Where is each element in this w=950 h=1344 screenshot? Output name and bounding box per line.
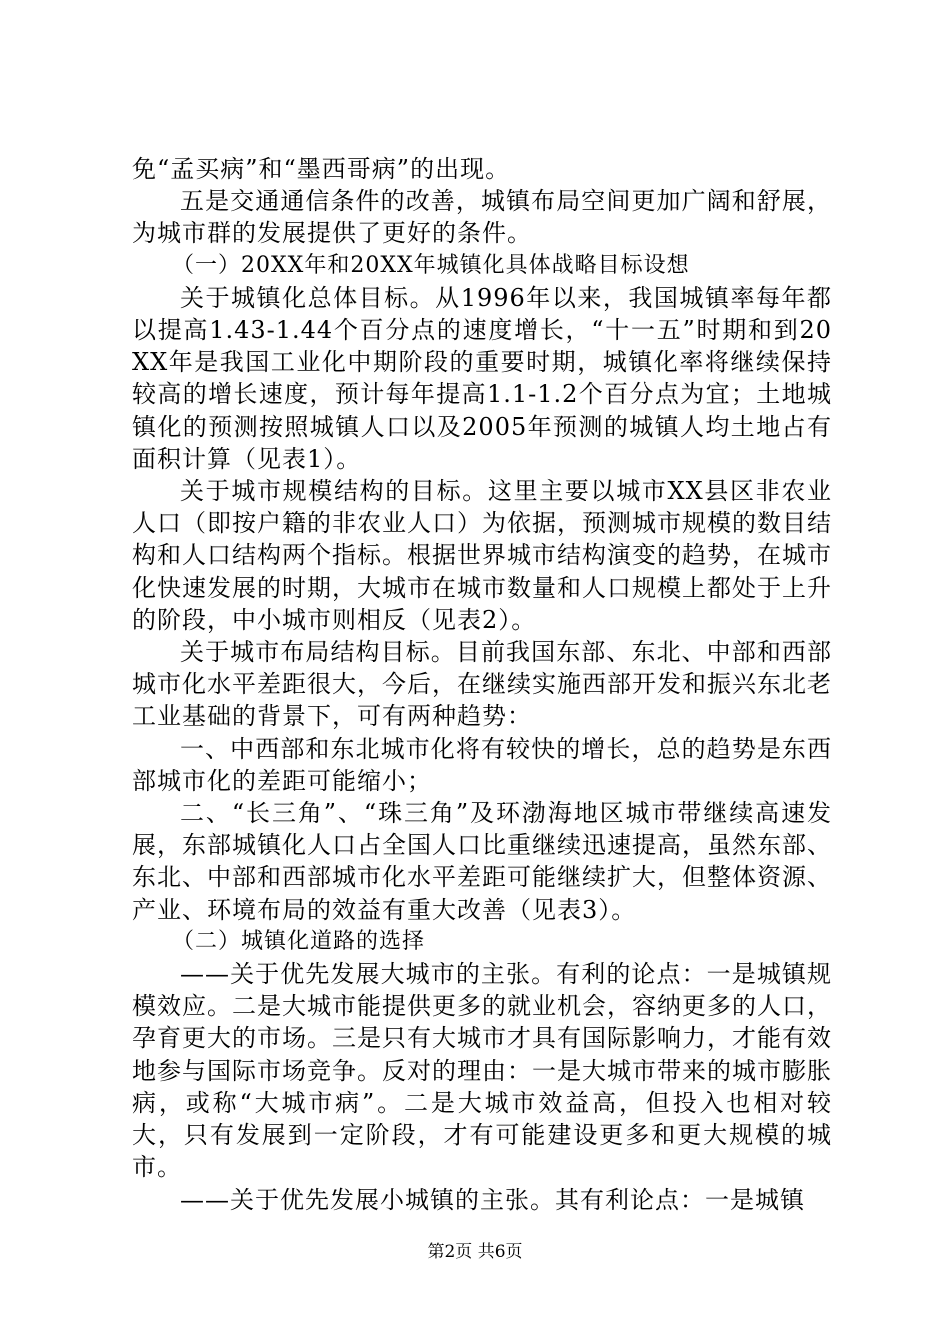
paragraph-transport: 五是交通通信条件的改善，城镇布局空间更加广阔和舒展，为城市群的发展提供了更好的条件。 [132, 187, 832, 248]
paragraph-big-cities: ——关于优先发展大城市的主张。有利的论点：一是城镇规模效应。二是大城市能提供更多的就业机会，容纳更多的人口，孕育更大的市场。三是只有大城市才具有国际影响力，才能有效地参与国际市场竞争。反对的理由：一是大城市带来的城市膨胀病，或称“大城市病”。二是大城市效益高，但投入也相对较大，只有发展到一定阶段，才有可能建设更多和更大规模的城市。 [132, 960, 832, 1182]
page-number-footer: 第2页 共6页 [427, 1242, 523, 1262]
section-heading-strategic-goals: （一）20XX年和20XX年城镇化具体战略目标设想 [172, 252, 690, 278]
paragraph-trend-one: 一、中西部和东北城市化将有较快的增长，总的趋势是东西部城市化的差距可能缩小； [132, 734, 832, 795]
paragraph-small-towns: ——关于优先发展小城镇的主张。其有利论点：一是城镇 [180, 1185, 805, 1214]
paragraph-continuation: 免“孟买病”和“墨西哥病”的出现。 [132, 155, 511, 183]
document-body [132, 153, 832, 1216]
paragraph-trend-two: 二、“长三角”、“珠三角”及环渤海地区城市带继续高速发展，东部城镇化人口占全国人口比重继续迅速提高，虽然东部、东北、中部和西部城市化水平差距可能继续扩大，但整体资源、产业、环境布局的效益有重大改善（见表3）。 [132, 799, 832, 924]
section-heading-road-choice: （二）城镇化道路的选择 [172, 928, 426, 954]
paragraph-city-layout: 关于城市布局结构目标。目前我国东部、东北、中部和西部城市化水平差距很大，今后，在继续实施西部开发和振兴东北老工业基础的背景下，可有两种趋势： [132, 638, 832, 731]
paragraph-overall-goal: 关于城镇化总体目标。从1996年以来，我国城镇率每年都以提高1.43-1.44个百分点的速度增长，“十一五”时期和到20XX年是我国工业化中期阶段的重要时期，城镇化率将继续保持较高的增长速度，预计每年提高1.1-1.2个百分点为宜；土地城镇化的预测按照城镇人口以及2005年预测的城镇人均土地占有面积计算（见表1）。 [132, 283, 832, 473]
paragraph-city-scale: 关于城市规模结构的目标。这里主要以城市XX县区非农业人口（即按户籍的非农业人口）为依据，预测城市规模的数目结构和人口结构两个指标。根据世界城市结构演变的趋势，在城市化快速发展的时期，大城市在城市数量和人口规模上都处于上升的阶段，中小城市则相反（见表2）。 [132, 477, 832, 634]
